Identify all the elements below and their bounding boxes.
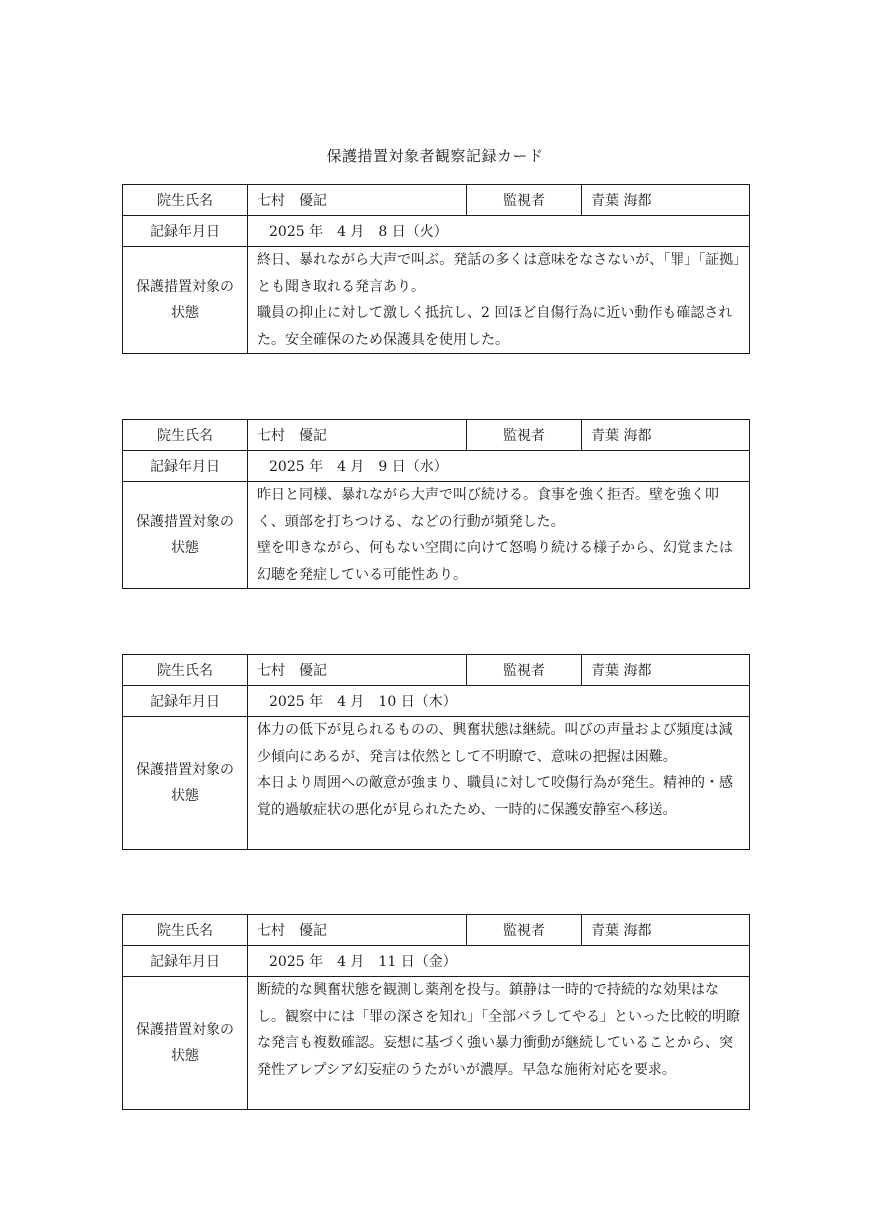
status-label-line2: 状態 — [171, 788, 199, 804]
status-label — [123, 977, 248, 1110]
student-name-value: 七村 優記 — [248, 915, 467, 946]
observation-record-card — [122, 419, 750, 589]
record-date-label: 記録年月日 — [123, 216, 248, 247]
student-name-label: 院生氏名 — [123, 915, 248, 946]
record-date-value: 2025 年 4 月 9 日（水） — [248, 451, 750, 482]
student-name-label: 院生氏名 — [123, 420, 248, 451]
status-paragraph: 断続的な興奮状態を観測し薬剤を投与。鎮静は一時的で持続的な効果はなし。観察中には「罪の深さを知れ」「全部バラしてやる」といった比較的明瞭な発言も複数確認。妄想に基づく強い暴力衝動が継続していることから、突発性アレプシア幻妄症のうたがいが濃厚。早急な施術対応を要求。 — [257, 982, 740, 1078]
student-name-label: 院生氏名 — [123, 185, 248, 216]
status-paragraph: 職員の抑止に対して激しく抵抗し、2 回ほど自傷行為に近い動作も確認された。安全確保のため保護具を使用した。 — [257, 305, 733, 348]
record-date-value: 2025 年 4 月 10 日（木） — [248, 686, 750, 717]
observation-record-card — [122, 914, 750, 1110]
record-date-label: 記録年月日 — [123, 686, 248, 717]
observer-name-value: 青葉 海都 — [582, 185, 750, 216]
status-paragraph: 体力の低下が見られるものの、興奮状態は継続。叫びの声量および頻度は減少傾向にあるが、発言は依然として不明瞭で、意味の把握は困難。 — [257, 722, 733, 765]
record-date-value: 2025 年 4 月 8 日（火） — [248, 216, 750, 247]
status-label-line1: 保護措置対象の — [136, 279, 234, 295]
status-label — [123, 482, 248, 589]
student-name-value: 七村 優記 — [248, 655, 467, 686]
status-label-line1: 保護措置対象の — [136, 762, 234, 778]
observer-label: 監視者 — [467, 185, 582, 216]
observer-name-value: 青葉 海都 — [582, 420, 750, 451]
status-paragraph: 本日より周囲への敵意が強まり、職員に対して咬傷行為が発生。精神的・感覚的過敏症状の悪化が見られたため、一時的に保護安静室へ移送。 — [257, 775, 733, 818]
observer-label: 監視者 — [467, 420, 582, 451]
status-paragraph: 壁を叩きながら、何もない空間に向けて怒鳴り続ける様子から、幻覚または幻聴を発症している可能性あり。 — [257, 540, 733, 583]
status-label-line2: 状態 — [171, 540, 199, 556]
status-paragraph: 終日、暴れながら大声で叫ぶ。発話の多くは意味をなさないが、「罪」「証拠」とも聞き取れる発言あり。 — [257, 252, 741, 295]
student-name-value: 七村 優記 — [248, 420, 467, 451]
observer-label: 監視者 — [467, 915, 582, 946]
status-label-line1: 保護措置対象の — [136, 1022, 234, 1038]
status-paragraph: 昨日と同様、暴れながら大声で叫び続ける。食事を強く拒否。壁を強く叩く、頭部を打ちつける、などの行動が頻発した。 — [257, 487, 719, 530]
observer-label: 監視者 — [467, 655, 582, 686]
status-label-line2: 状態 — [171, 305, 199, 321]
observation-record-card — [122, 184, 750, 354]
status-label-line1: 保護措置対象の — [136, 514, 234, 530]
record-date-value: 2025 年 4 月 11 日（金） — [248, 946, 750, 977]
status-label-line2: 状態 — [171, 1048, 199, 1064]
status-label — [123, 717, 248, 850]
status-label — [123, 247, 248, 354]
record-date-label: 記録年月日 — [123, 946, 248, 977]
observer-name-value: 青葉 海都 — [582, 915, 750, 946]
observer-name-value: 青葉 海都 — [582, 655, 750, 686]
status-text — [248, 977, 750, 1110]
status-text — [248, 247, 750, 354]
status-text — [248, 482, 750, 589]
page-title: 保護措置対象者観察記録カード — [326, 147, 544, 165]
record-date-label: 記録年月日 — [123, 451, 248, 482]
student-name-value: 七村 優記 — [248, 185, 467, 216]
observation-record-card — [122, 654, 750, 850]
status-text — [248, 717, 750, 850]
student-name-label: 院生氏名 — [123, 655, 248, 686]
